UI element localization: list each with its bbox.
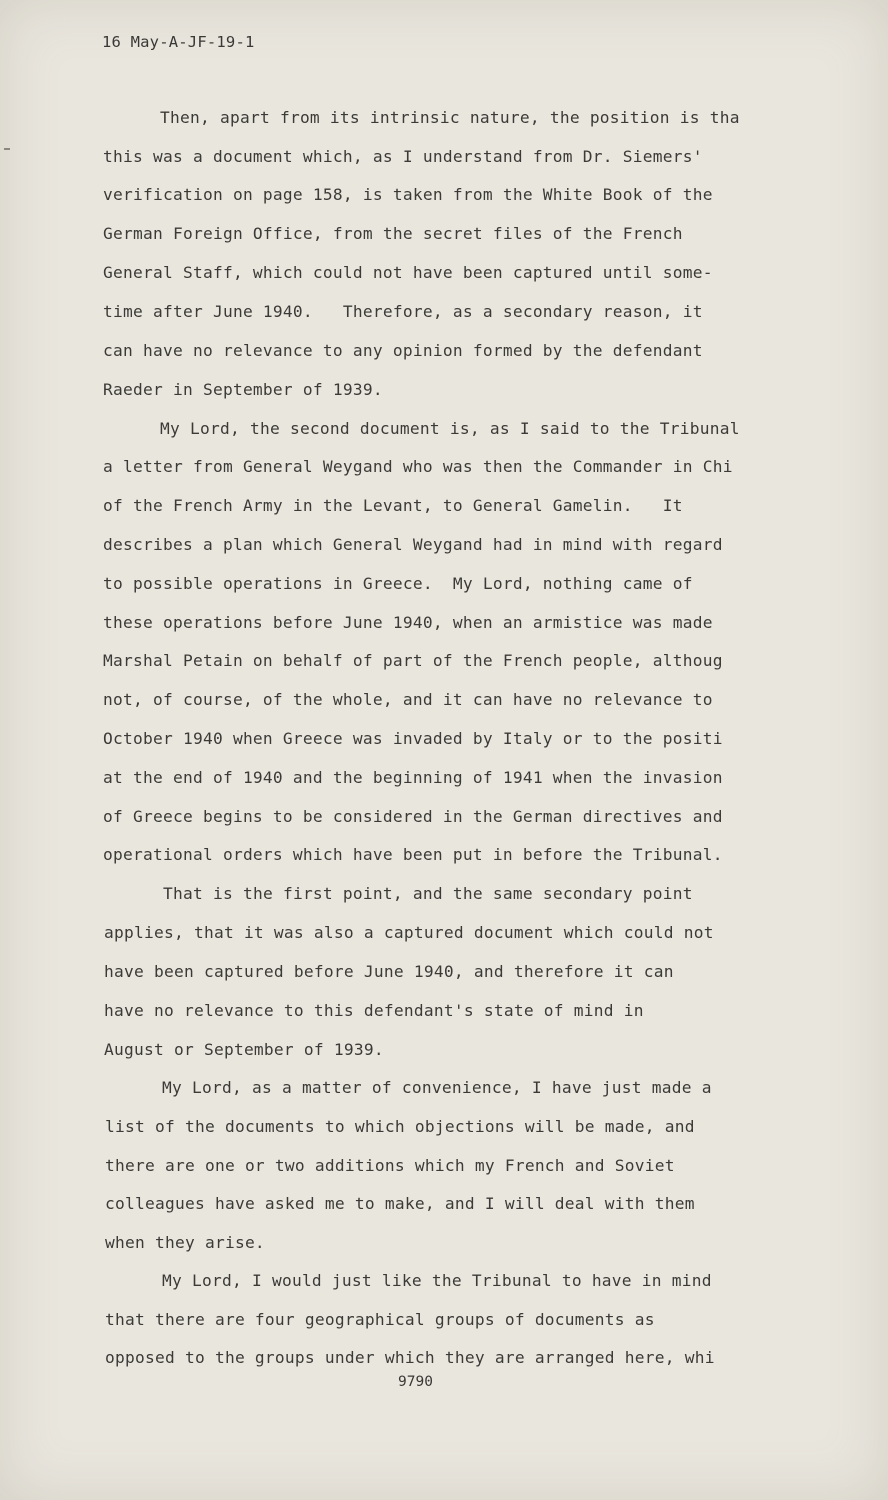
text-line: when they arise.: [105, 1233, 265, 1252]
text-line: Raeder in September of 1939.: [103, 380, 383, 399]
text-line: My Lord, the second document is, as I said to the Tribunal: [160, 419, 740, 438]
text-line: that there are four geographical groups of documents as: [105, 1310, 655, 1329]
text-line: describes a plan which General Weygand had in mind with regard: [103, 535, 723, 554]
text-line: operational orders which have been put in before the Tribunal.: [103, 845, 723, 864]
text-line: this was a document which, as I understand from Dr. Siemers': [103, 147, 703, 166]
text-line: German Foreign Office, from the secret files of the French: [103, 224, 683, 243]
page-header: 16 May-A-JF-19-1: [102, 33, 255, 51]
text-line: not, of course, of the whole, and it can have no relevance to: [103, 690, 713, 709]
text-line: have no relevance to this defendant's state of mind in: [104, 1001, 644, 1020]
text-line: October 1940 when Greece was invaded by Italy or to the positi: [103, 729, 723, 748]
text-line: General Staff, which could not have been captured until some-: [103, 263, 713, 282]
text-line: of Greece begins to be considered in the German directives and: [103, 807, 723, 826]
text-line: opposed to the groups under which they are arranged here, whi: [105, 1348, 715, 1367]
text-line: of the French Army in the Levant, to General Gamelin. It: [103, 496, 683, 515]
text-line: Then, apart from its intrinsic nature, the position is tha: [160, 108, 740, 127]
text-line: a letter from General Weygand who was then the Commander in Chi: [103, 457, 733, 476]
text-line: list of the documents to which objections will be made, and: [105, 1117, 695, 1136]
text-line: time after June 1940. Therefore, as a secondary reason, it: [103, 302, 703, 321]
text-line: My Lord, as a matter of convenience, I have just made a: [162, 1078, 712, 1097]
page-number: 9790: [398, 1374, 433, 1390]
text-line: verification on page 158, is taken from the White Book of the: [103, 185, 713, 204]
text-line: That is the first point, and the same secondary point: [163, 884, 693, 903]
text-line: there are one or two additions which my French and Soviet: [105, 1156, 675, 1175]
text-line: My Lord, I would just like the Tribunal to have in mind: [162, 1271, 712, 1290]
text-line: to possible operations in Greece. My Lord, nothing came of: [103, 574, 693, 593]
text-line: colleagues have asked me to make, and I will deal with them: [105, 1194, 695, 1213]
text-line: at the end of 1940 and the beginning of 1941 when the invasion: [103, 768, 723, 787]
text-line: have been captured before June 1940, and therefore it can: [104, 962, 674, 981]
text-line: August or September of 1939.: [104, 1040, 384, 1059]
text-line: applies, that it was also a captured document which could not: [104, 923, 714, 942]
text-line: these operations before June 1940, when an armistice was made: [103, 613, 713, 632]
margin-mark: [4, 148, 10, 150]
text-line: Marshal Petain on behalf of part of the French people, althoug: [103, 651, 723, 670]
text-line: can have no relevance to any opinion formed by the defendant: [103, 341, 703, 360]
